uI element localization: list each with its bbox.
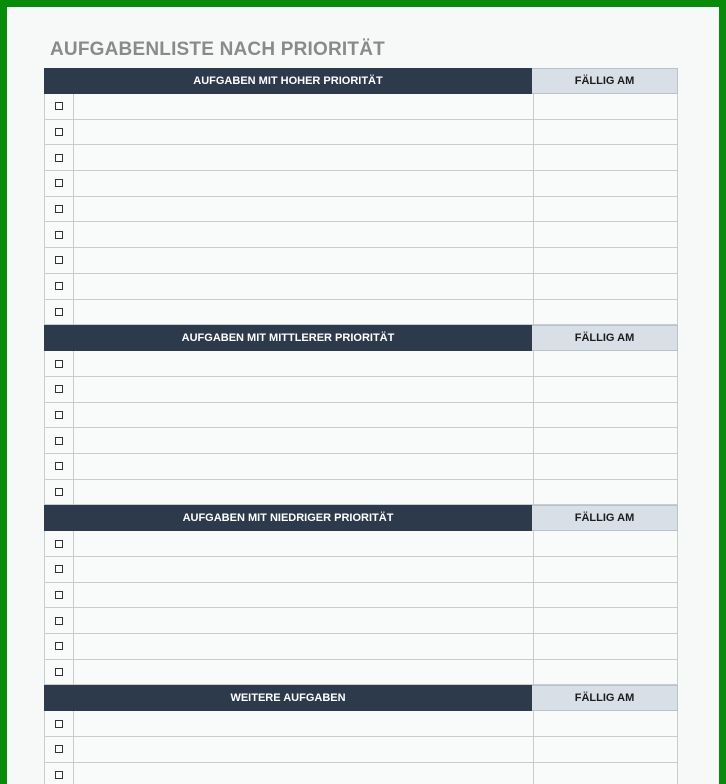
page-title: AUFGABENLISTE NACH PRIORITÄT (50, 39, 385, 60)
task-row (44, 660, 678, 686)
task-checkbox[interactable] (55, 540, 63, 548)
task-row (44, 300, 678, 326)
task-checkbox[interactable] (55, 488, 63, 496)
due-date-cell[interactable] (534, 583, 677, 608)
due-date-cell[interactable] (534, 660, 677, 685)
due-date-cell[interactable] (534, 608, 677, 633)
checkbox-cell (45, 608, 74, 633)
task-cell[interactable] (74, 248, 534, 273)
checkbox-cell (45, 531, 74, 556)
section-heading: AUFGABEN MIT NIEDRIGER PRIORITÄT (44, 505, 532, 531)
task-cell[interactable] (74, 377, 534, 402)
checkbox-cell (45, 737, 74, 762)
checkbox-cell (45, 377, 74, 402)
task-cell[interactable] (74, 608, 534, 633)
page (7, 7, 719, 784)
task-checkbox[interactable] (55, 771, 63, 779)
task-cell[interactable] (74, 351, 534, 376)
task-cell[interactable] (74, 171, 534, 196)
due-date-heading: FÄLLIG AM (532, 685, 678, 711)
task-checkbox[interactable] (55, 411, 63, 419)
task-cell[interactable] (74, 480, 534, 505)
task-row (44, 94, 678, 120)
due-date-cell[interactable] (534, 274, 677, 299)
checkbox-cell (45, 145, 74, 170)
task-cell[interactable] (74, 763, 534, 784)
task-checkbox[interactable] (55, 205, 63, 213)
due-date-cell[interactable] (534, 300, 677, 325)
checkbox-cell (45, 197, 74, 222)
checkbox-cell (45, 660, 74, 685)
checkbox-cell (45, 454, 74, 479)
task-cell[interactable] (74, 711, 534, 736)
task-cell[interactable] (74, 222, 534, 247)
task-cell[interactable] (74, 583, 534, 608)
task-row (44, 222, 678, 248)
task-cell[interactable] (74, 197, 534, 222)
checkbox-cell (45, 248, 74, 273)
task-cell[interactable] (74, 145, 534, 170)
task-row (44, 634, 678, 660)
section-heading: AUFGABEN MIT HOHER PRIORITÄT (44, 68, 532, 94)
task-row (44, 711, 678, 737)
task-cell[interactable] (74, 660, 534, 685)
due-date-cell[interactable] (534, 222, 677, 247)
due-date-cell[interactable] (534, 403, 677, 428)
task-cell[interactable] (74, 634, 534, 659)
task-row (44, 403, 678, 429)
task-row (44, 557, 678, 583)
task-row (44, 145, 678, 171)
checkbox-cell (45, 274, 74, 299)
due-date-cell[interactable] (534, 377, 677, 402)
task-row (44, 480, 678, 506)
section-header (44, 685, 678, 711)
task-checkbox[interactable] (55, 617, 63, 625)
task-row (44, 377, 678, 403)
task-row (44, 531, 678, 557)
task-checkbox[interactable] (55, 179, 63, 187)
task-checkbox[interactable] (55, 360, 63, 368)
checkbox-cell (45, 428, 74, 453)
task-row (44, 120, 678, 146)
checkbox-cell (45, 763, 74, 784)
task-cell[interactable] (74, 428, 534, 453)
checkbox-cell (45, 171, 74, 196)
task-row (44, 274, 678, 300)
task-checkbox[interactable] (55, 128, 63, 136)
checkbox-cell (45, 222, 74, 247)
task-cell[interactable] (74, 300, 534, 325)
checkbox-cell (45, 94, 74, 119)
due-date-heading: FÄLLIG AM (532, 505, 678, 531)
due-date-heading: FÄLLIG AM (532, 325, 678, 351)
due-date-cell[interactable] (534, 428, 677, 453)
task-row (44, 454, 678, 480)
due-date-cell[interactable] (534, 171, 677, 196)
task-checkbox[interactable] (55, 565, 63, 573)
due-date-cell[interactable] (534, 711, 677, 736)
task-cell[interactable] (74, 274, 534, 299)
checkbox-cell (45, 120, 74, 145)
due-date-cell[interactable] (534, 557, 677, 582)
task-row (44, 248, 678, 274)
due-date-cell[interactable] (534, 634, 677, 659)
due-date-cell[interactable] (534, 248, 677, 273)
task-checkbox[interactable] (55, 745, 63, 753)
due-date-cell[interactable] (534, 120, 677, 145)
task-checkbox[interactable] (55, 591, 63, 599)
task-cell[interactable] (74, 531, 534, 556)
task-checkbox[interactable] (55, 462, 63, 470)
task-row (44, 737, 678, 763)
checkbox-cell (45, 557, 74, 582)
task-row (44, 763, 678, 784)
task-sheet (44, 68, 678, 784)
due-date-cell[interactable] (534, 763, 677, 784)
section-header (44, 325, 678, 351)
task-row (44, 428, 678, 454)
due-date-cell[interactable] (534, 145, 677, 170)
task-cell[interactable] (74, 120, 534, 145)
task-cell[interactable] (74, 94, 534, 119)
due-date-cell[interactable] (534, 454, 677, 479)
task-checkbox[interactable] (55, 668, 63, 676)
task-row (44, 583, 678, 609)
checkbox-cell (45, 403, 74, 428)
task-checkbox[interactable] (55, 308, 63, 316)
task-checkbox[interactable] (55, 256, 63, 264)
task-checkbox[interactable] (55, 154, 63, 162)
task-checkbox[interactable] (55, 231, 63, 239)
section-heading: WEITERE AUFGABEN (44, 685, 532, 711)
checkbox-cell (45, 300, 74, 325)
checkbox-cell (45, 351, 74, 376)
checkbox-cell (45, 480, 74, 505)
due-date-cell[interactable] (534, 531, 677, 556)
task-cell[interactable] (74, 737, 534, 762)
checkbox-cell (45, 634, 74, 659)
task-row (44, 197, 678, 223)
due-date-cell[interactable] (534, 737, 677, 762)
due-date-cell[interactable] (534, 351, 677, 376)
checkbox-cell (45, 711, 74, 736)
task-checkbox[interactable] (55, 720, 63, 728)
section-heading: AUFGABEN MIT MITTLERER PRIORITÄT (44, 325, 532, 351)
task-checkbox[interactable] (55, 437, 63, 445)
task-checkbox[interactable] (55, 102, 63, 110)
section-header (44, 68, 678, 94)
checkbox-cell (45, 583, 74, 608)
task-cell[interactable] (74, 454, 534, 479)
task-cell[interactable] (74, 403, 534, 428)
task-row (44, 171, 678, 197)
task-checkbox[interactable] (55, 385, 63, 393)
due-date-cell[interactable] (534, 94, 677, 119)
task-row (44, 351, 678, 377)
due-date-heading: FÄLLIG AM (532, 68, 678, 94)
task-cell[interactable] (74, 557, 534, 582)
task-checkbox[interactable] (55, 282, 63, 290)
due-date-cell[interactable] (534, 197, 677, 222)
task-checkbox[interactable] (55, 642, 63, 650)
due-date-cell[interactable] (534, 480, 677, 505)
section-header (44, 505, 678, 531)
task-row (44, 608, 678, 634)
